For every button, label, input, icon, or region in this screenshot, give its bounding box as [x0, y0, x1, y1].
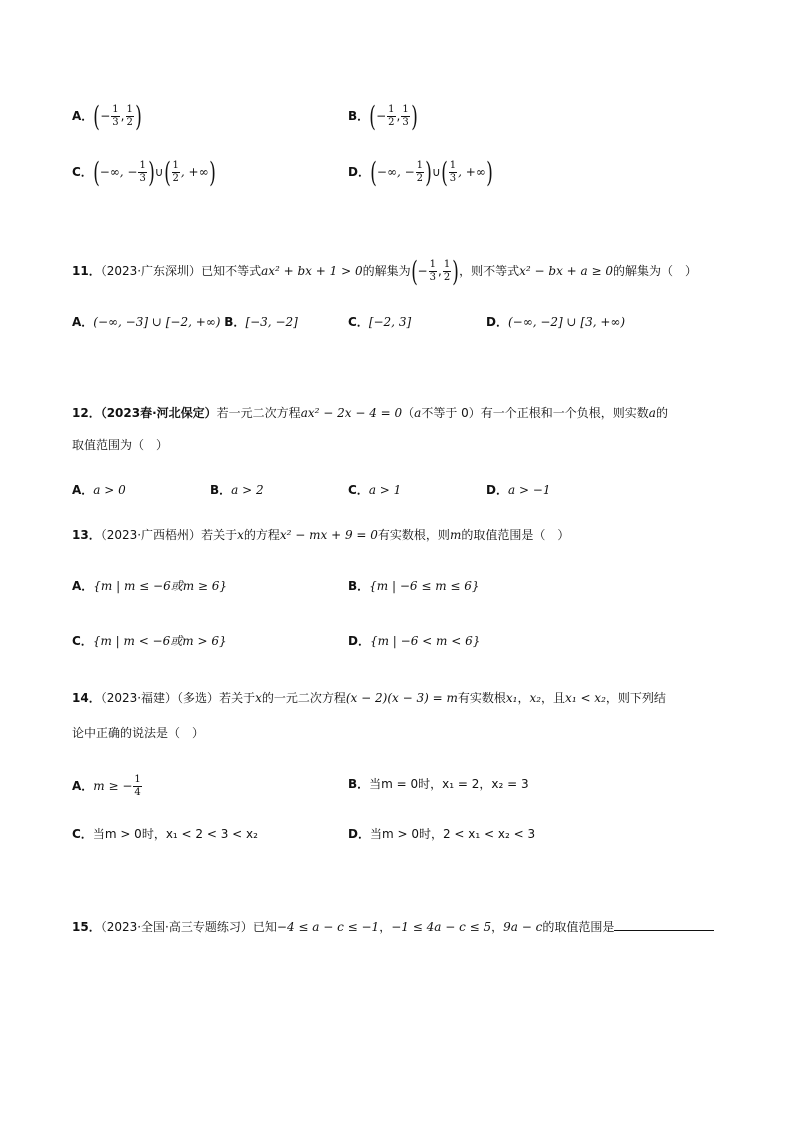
option-label: C．	[72, 827, 93, 841]
question-source: （2023·福建）（多选）	[100, 691, 220, 705]
stem-text: 的	[655, 406, 668, 420]
q11-stem: 11．（2023·广东深圳）已知不等式ax² + bx + 1 > 0的解集为(− $\frac{1}{3}$ , $\frac{1}{2}$ )，则不等式x² − bx + a ≥ 0的解集为（ ）	[72, 254, 698, 288]
stem-text: 若关于	[201, 528, 238, 542]
stem-text: 论中正确的说法是（ ）	[72, 726, 205, 740]
q12-option-b	[210, 480, 264, 500]
question-source: （2023·全国·高三专题练习）	[100, 920, 253, 934]
stem-text: 有实数根	[457, 691, 506, 705]
fraction: $\frac{1}{3}$	[112, 104, 119, 128]
q10-option-a: A．(− $\frac{1}{3}$ , $\frac{1}{2}$ )	[72, 99, 142, 133]
equation: (x − 2)(x − 3) = m	[345, 691, 458, 705]
option-value: {m | −6 ≤ m ≤ 6}	[369, 579, 480, 593]
question-number: 12．	[72, 406, 101, 420]
fraction: $\frac{1}{2}$	[388, 104, 395, 128]
q12-option-c	[348, 480, 401, 500]
q13-option-b	[348, 576, 480, 596]
q13-option-c	[72, 631, 227, 651]
option-value: a > 0	[93, 483, 126, 497]
q12-stem-line2	[72, 435, 168, 455]
option-label: C．	[72, 165, 93, 179]
q14-stem-line2	[72, 723, 204, 743]
option-value: a > 2	[231, 483, 264, 497]
fraction: $\frac{1}{2}$	[443, 259, 451, 283]
stem-text: 已知	[252, 920, 277, 934]
option-value: [−2, 3]	[368, 315, 412, 329]
fraction: $\frac{1}{4}$	[134, 774, 141, 798]
question-number: 14．	[72, 691, 101, 705]
stem-text: 若一元二次方程	[216, 406, 301, 420]
option-label: A．	[72, 779, 94, 793]
root-x2: x₂	[529, 691, 542, 705]
q14-option-b	[348, 774, 529, 794]
root-x1: x₁	[505, 691, 518, 705]
q14-option-a	[72, 774, 143, 799]
inequality: ax² + bx + 1 > 0	[261, 264, 363, 278]
fraction: $\frac{1}{2}$	[416, 160, 424, 184]
variable: a	[414, 406, 422, 420]
option-value: a > 1	[368, 483, 402, 497]
stem-text: ，则下列结	[605, 691, 666, 705]
option-value: 当m > 0时，2 < x₁ < x₂ < 3	[369, 827, 536, 841]
equation: x² − mx + 9 = 0	[279, 528, 378, 542]
interval-start: −∞, −	[376, 165, 415, 179]
option-value: a > −1	[507, 483, 551, 497]
option-label: C．	[348, 483, 369, 497]
question-number: 15．	[72, 920, 101, 934]
option-value: (−∞, −3] ∪ [−2, +∞)	[93, 315, 221, 329]
punctuation: ，	[491, 920, 504, 934]
option-label: B．	[348, 579, 370, 593]
q14-option-d	[348, 824, 535, 844]
fraction: $\frac{1}{2}$	[172, 160, 179, 184]
stem-text: 的一元二次方程	[261, 691, 346, 705]
option-label: D．	[348, 634, 370, 648]
stem-text: （	[402, 406, 415, 420]
option-label: D．	[348, 165, 370, 179]
stem-text: 若关于	[219, 691, 256, 705]
q13-option-d	[348, 631, 480, 651]
q10-option-b: B．(− $\frac{1}{2}$ , $\frac{1}{3}$ )	[348, 99, 418, 133]
question-source: （2023·广西梧州）	[100, 528, 202, 542]
q11-options	[72, 312, 298, 332]
union-symbol: ∪	[154, 165, 164, 179]
option-value: 当m > 0时，x₁ < 2 < 3 < x₂	[92, 827, 258, 841]
option-label: A．	[72, 579, 94, 593]
question-source: （2023春·河北保定）	[100, 406, 217, 420]
q12-option-d	[486, 480, 551, 500]
q15-stem	[72, 916, 714, 937]
punctuation: ，	[517, 691, 530, 705]
q13-stem	[72, 525, 569, 545]
fraction: $\frac{1}{3}$	[402, 104, 409, 128]
question-number: 13．	[72, 528, 101, 542]
stem-text: 的方程	[243, 528, 280, 542]
option-value: [−3, −2]	[245, 315, 298, 329]
interval-start: −∞, −	[99, 165, 138, 179]
stem-text: 取值范围为（ ）	[72, 438, 169, 452]
minus-sign: −	[100, 109, 111, 123]
option-value: {m | −6 < m < 6}	[369, 634, 481, 648]
q10-option-d: D．(−∞, − $\frac{1}{2}$ )∪( $\frac{1}{3}$ , +∞)	[348, 155, 493, 189]
option-value: 当m = 0时，x₁ = 2，x₂ = 3	[369, 777, 529, 791]
fraction: $\frac{1}{3}$	[139, 160, 146, 184]
stem-text: 已知不等式	[201, 264, 262, 278]
variable: x	[237, 528, 244, 542]
variable: x	[255, 691, 262, 705]
interval-end: , +∞	[180, 165, 209, 179]
condition: −1 ≤ 4a − c ≤ 5	[391, 920, 492, 934]
q12-option-a	[72, 480, 126, 500]
option-label: D．	[348, 827, 370, 841]
stem-text: 的取值范围是（ ）	[461, 528, 570, 542]
stem-text: 不等于 0）有一个正根和一个负根，则实数	[421, 406, 649, 420]
inequality: x² − bx + a ≥ 0	[519, 264, 614, 278]
option-label: B．	[348, 109, 370, 123]
interval-end: , +∞	[458, 165, 486, 179]
stem-text: ，则不等式	[459, 264, 520, 278]
relation: x₁ < x₂	[565, 691, 606, 705]
option-value: (−∞, −2] ∪ [3, +∞)	[507, 315, 626, 329]
option-label: D．	[486, 483, 508, 497]
option-label: A．	[72, 483, 94, 497]
option-label: B．	[210, 483, 232, 497]
option-value: {m | m < −6或m > 6}	[92, 634, 227, 648]
union-symbol: ∪	[431, 165, 441, 179]
variable: m	[449, 528, 462, 542]
q12-stem	[72, 403, 668, 423]
stem-text: 有实数根，则	[377, 528, 450, 542]
option-label: C．	[348, 315, 369, 329]
equation: ax² − 2x − 4 = 0	[300, 406, 403, 420]
stem-text: ，且	[541, 691, 566, 705]
fraction: $\frac{1}{3}$	[429, 259, 436, 283]
answer-blank[interactable]	[614, 916, 714, 931]
fraction: $\frac{1}{3}$	[449, 160, 457, 184]
q14-stem	[72, 688, 666, 708]
q11-option-d	[486, 312, 625, 332]
option-value: {m | m ≤ −6或m ≥ 6}	[93, 579, 228, 593]
stem-text: 的解集为	[362, 264, 411, 278]
variable: a	[648, 406, 656, 420]
option-label: A．	[72, 109, 94, 123]
fraction: $\frac{1}{2}$	[126, 104, 133, 128]
condition: −4 ≤ a − c ≤ −1	[276, 920, 380, 934]
q14-option-c	[72, 824, 258, 844]
q11-option-c	[348, 312, 411, 332]
option-label: B．	[348, 777, 370, 791]
q10-option-c: C．(−∞, − $\frac{1}{3}$ )∪( $\frac{1}{2}$ , +∞)	[72, 155, 216, 189]
stem-text: 的取值范围是	[542, 920, 615, 934]
minus-sign: −	[376, 109, 387, 123]
option-value: m ≥ −	[93, 779, 133, 793]
option-label: B．	[224, 315, 246, 329]
expression: 9a − c	[503, 920, 543, 934]
stem-text: 的解集为（ ）	[613, 264, 698, 278]
option-label: D．	[486, 315, 508, 329]
option-label: A．	[72, 315, 94, 329]
option-label: C．	[72, 634, 93, 648]
question-source: （2023·广东深圳）	[100, 264, 202, 278]
question-number: 11．	[72, 264, 101, 278]
q13-option-a	[72, 576, 227, 596]
punctuation: ，	[379, 920, 392, 934]
